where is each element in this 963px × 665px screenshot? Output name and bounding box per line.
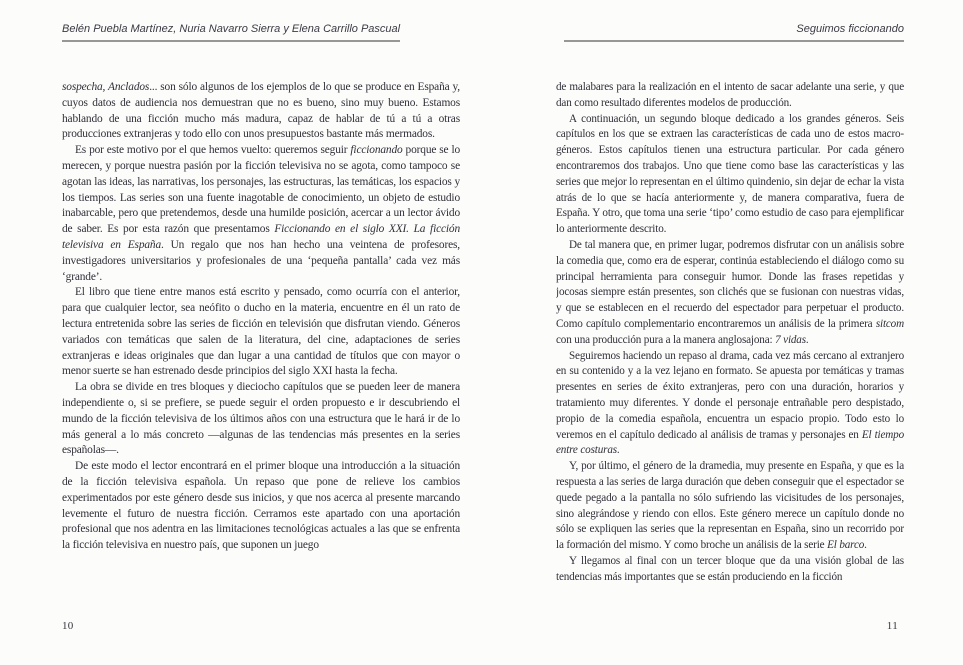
- right-page-body: [556, 80, 904, 586]
- right-header-rule: [564, 40, 904, 42]
- right-page-number: 11: [886, 620, 898, 632]
- left-page: [62, 0, 460, 665]
- right-running-header: Seguimos ficcionando: [796, 23, 904, 35]
- paragraph: Es por este motivo por el que hemos vuelto: queremos seguir ficcionando porque se lo merecen, y porque nuestra pasión por la ficción televisiva no se agota, como tampoco se agotan las ideas, las narrativas, los personajes, las estructuras, las temáticas, los espacios y los tiempos. Las series son una fuente inagotable de conocimiento, un objeto de estudio inabarcable, pero que pretendemos, desde una humilde posición, acercar a un lector ávido de saber. Es por esta razón que presentamos Ficcionando en el siglo XXI. La ficción televisiva en España. Un regalo que nos han hecho una veintena de profesores, investigadores universitarios y profesionales de una ‘pequeña pantalla’ cada vez más ‘grande’.: [62, 144, 460, 283]
- paragraph: De tal manera que, en primer lugar, podremos disfrutar con un análisis sobre la comedia que, como era de esperar, continúa estableciendo el diálogo como su principal herramienta para conseguir humor. Donde las frases repetidas y jocosas siempre están presentes, son clichés que se fusionan con nuestras vidas, y que se establecen en el recuerdo del espectador para perpetuar el producto. Como capítulo complementario encontraremos un análisis de la primera sitcom con una producción pura a la manera anglosajona: 7 vidas.: [556, 238, 904, 346]
- left-page-number: 10: [62, 620, 74, 632]
- paragraph: Y, por último, el género de la dramedia, muy presente en España, y que es la respuesta a las series de larga duración que deben conseguir que el espectador se quede pegado a la pantalla no sólo sufriendo las vicisitudes de los personajes, sino alegrándose y riendo con ellos. Este género merece un capítulo donde no sólo se expliquen las series que la representan en España, sino un recorrido por la formación del mismo. Y como broche un análisis de la serie El barco.: [556, 460, 904, 552]
- paragraph: La obra se divide en tres bloques y dieciocho capítulos que se pueden leer de manera independiente o, si se prefiere, se puede seguir el orden propuesto e ir descubriendo el mundo de la ficción televisiva de los últimos años con una estructura que le hará ir de lo más general a lo más concreto —algunas de las tendencias más presentes en la series españolas—.: [62, 381, 460, 457]
- right-page: [556, 0, 904, 665]
- paragraph: sospecha, Anclados... son sólo algunos de los ejemplos de lo que se produce en España y, cuyos datos de audiencia nos demuestran que no es bueno, sino muy bueno. Estamos hablando de una ficción mucho más madura, capaz de hablar de tú a tú a otras producciones extranjeras y todo ello con unos presupuestos bastante más mermados.: [62, 81, 460, 141]
- paragraph: A continuación, un segundo bloque dedicado a los grandes géneros. Seis capítulos en los que se extraen las características de cada uno de estos macro-géneros. Estos capítulos tienen una estructura particular. Por cada género encontraremos dos trabajos. Uno que tiene como base las características y las series que mejor lo representan en el último quindenio, sin dejar de echar la vista atrás de lo que se hacía anteriormente y, de manera comparativa, fuera de España. Y otro, que toma una serie ‘tipo’ como estudio de caso para ejemplificar lo anteriormente descrito.: [556, 112, 904, 236]
- paragraph: de malabares para la realización en el intento de sacar adelante una serie, y que dan como resultado diferentes modelos de producción.: [556, 81, 904, 109]
- paragraph: Seguiremos haciendo un repaso al drama, cada vez más cercano al extranjero en su contenido y a la vez lejano en formato. Se apuesta por temáticas y tramas presentes en series de éxito extranjeras, pero con una duración, horarios y tratamiento muy diferentes. Y donde el personaje entrañable pero despistado, propio de la comedia española, encuentra un espacio propio. Todo esto lo veremos en el capítulo dedicado al análisis de tramas y personajes en El tiempo entre costuras.: [556, 349, 904, 457]
- left-header-rule: [62, 40, 400, 42]
- left-page-body: [62, 80, 460, 554]
- paragraph: De este modo el lector encontrará en el primer bloque una introducción a la situación de la ficción televisiva española. Un repaso que pone de relieve los cambios experimentados por este género desde sus inicios, y que nos acerca al presente marcando levemente el futuro de nuestra ficción. Cerramos este apartado con una aportación profesional que nos adentra en las limitaciones tecnológicas actuales a las que se enfrenta la ficción televisiva en nuestro país, que suponen un juego: [62, 460, 460, 552]
- paragraph: Y llegamos al final con un tercer bloque que da una visión global de las tendencias más importantes que se están produciendo en la ficción: [556, 554, 904, 583]
- paragraph: El libro que tiene entre manos está escrito y pensado, como ocurría con el anterior, para que cualquier lector, sea neófito o ducho en la materia, encuentre en él un rato de lectura entretenida sobre las series de ficción en televisión que disfrutan viendo. Géneros variados con temáticas que salen de la literatura, del cine, adaptaciones de series extranjeras e ideas originales que dan lugar a una cantidad de títulos que con mayor o menor suerte se han estrenado desde principios del siglo XXI hasta la fecha.: [62, 286, 460, 378]
- left-running-header: Belén Puebla Martínez, Nuria Navarro Sierra y Elena Carrillo Pascual: [62, 23, 401, 35]
